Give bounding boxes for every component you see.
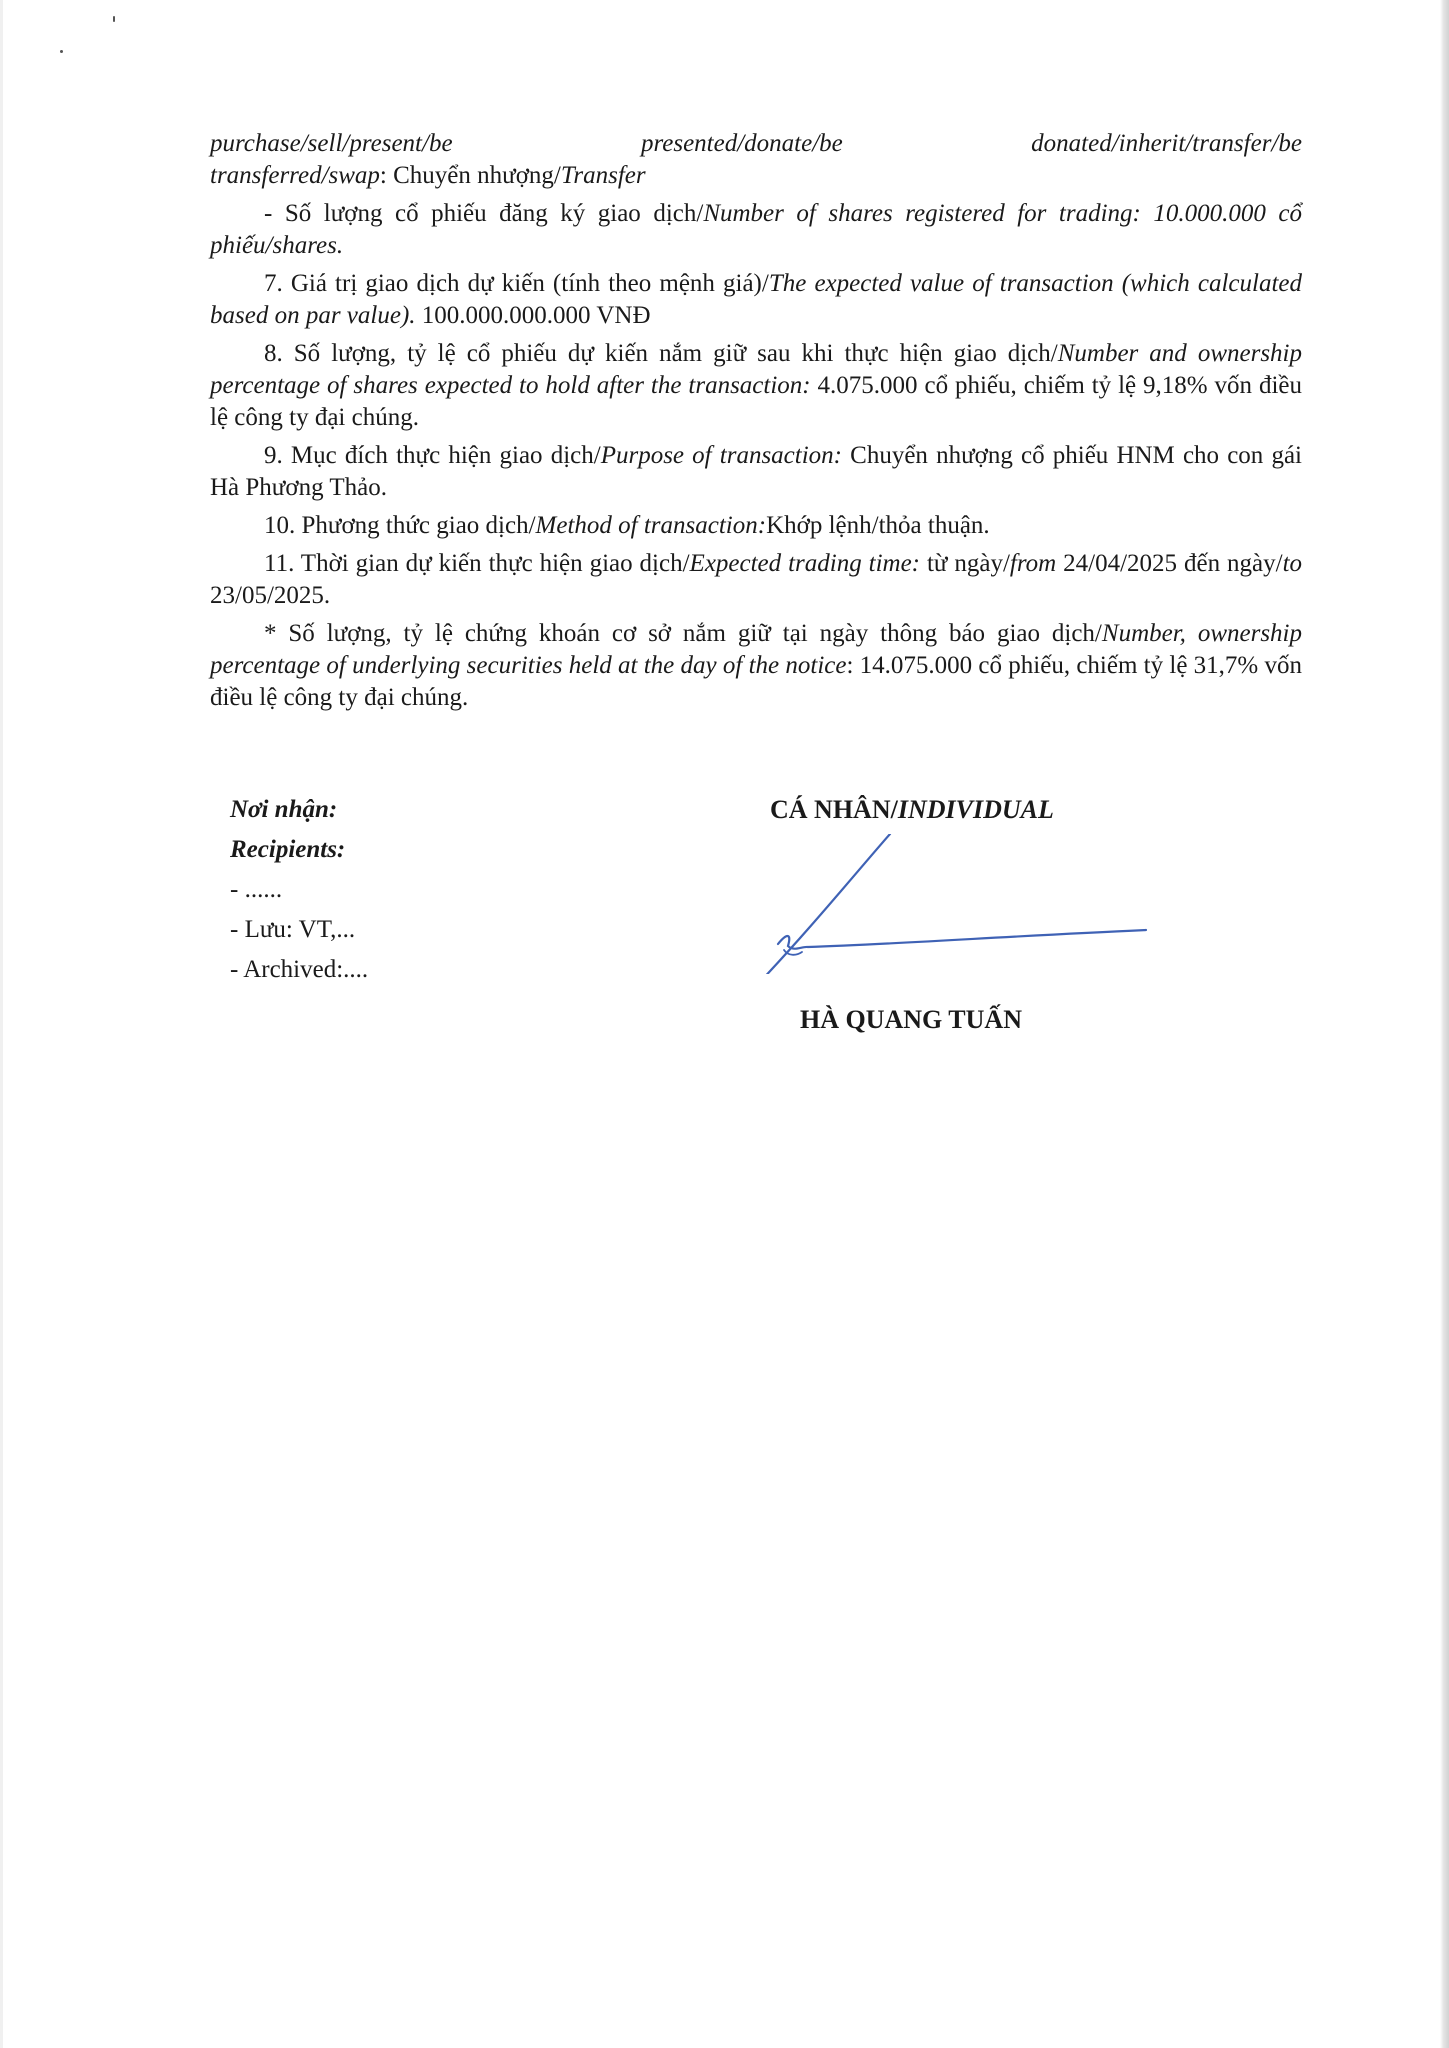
document-body	[210, 128, 1302, 720]
recipients-list	[230, 790, 368, 990]
transaction-type-line-2: transferred/swap: Chuyển nhượng/Transfer	[210, 162, 646, 189]
signatory-name: HÀ QUANG TUẤN	[800, 1005, 1022, 1034]
item-7-expected-value: 7. Giá trị giao dịch dự kiến (tính theo mệnh giá)/The expected value of transaction (which calculated based on par value). 100.000.000.000 VNĐ	[210, 270, 1302, 329]
recipients-label-en: Recipients:	[230, 836, 346, 863]
signature-block	[0, 790, 1449, 1090]
recipients-label-vi: Nơi nhận:	[230, 796, 338, 823]
recipient-item: - ......	[230, 876, 283, 903]
item-9-purpose: 9. Mục đích thực hiện giao dịch/Purpose of transaction: Chuyển nhượng cổ phiếu HNM cho con gái Hà Phương Thảo.	[210, 442, 1302, 501]
item-11-trading-time: 11. Thời gian dự kiến thực hiện giao dịch/Expected trading time: từ ngày/from 24/04/2025 đến ngày/to 23/05/2025.	[210, 550, 1303, 609]
type-word: donated/inherit/transfer/be	[1031, 130, 1302, 157]
scan-speck	[60, 50, 63, 53]
signatory-title: CÁ NHÂN/INDIVIDUAL	[770, 795, 1054, 824]
signature-stroke	[758, 834, 890, 974]
item-8-holding-after: 8. Số lượng, tỷ lệ cổ phiếu dự kiến nắm giữ sau khi thực hiện giao dịch/Number and ownership percentage of shares expected to hold after the transaction: 4.075.000 cổ phiếu, chiếm tỷ lệ 9,18% vốn điều lệ công ty đại chúng.	[210, 340, 1303, 431]
item-10-method: 10. Phương thức giao dịch/Method of transaction:Khớp lệnh/thỏa thuận.	[264, 512, 990, 539]
signature-stroke	[778, 930, 1146, 949]
item-6-transaction-type	[210, 128, 1302, 192]
type-word: purchase/sell/present/be	[210, 130, 453, 157]
note-underlying-securities: * Số lượng, tỷ lệ chứng khoán cơ sở nắm giữ tại ngày thông báo giao dịch/Number, ownership percentage of underlying securities held at the day of the notice: 14.075.000 cổ phiếu, chiếm tỷ lệ 31,7% vốn điều lệ công ty đại chúng.	[210, 620, 1302, 711]
handwritten-signature	[750, 834, 1150, 974]
recipient-item: - Lưu: VT,...	[230, 916, 356, 943]
shares-registered: - Số lượng cổ phiếu đăng ký giao dịch/Number of shares registered for trading: 10.000.000 cổ phiếu/shares.	[210, 200, 1302, 259]
transaction-type-line	[210, 128, 1302, 160]
type-word: presented/donate/be	[640, 130, 843, 157]
recipient-item: - Archived:....	[230, 956, 369, 983]
scan-speck	[113, 16, 115, 22]
